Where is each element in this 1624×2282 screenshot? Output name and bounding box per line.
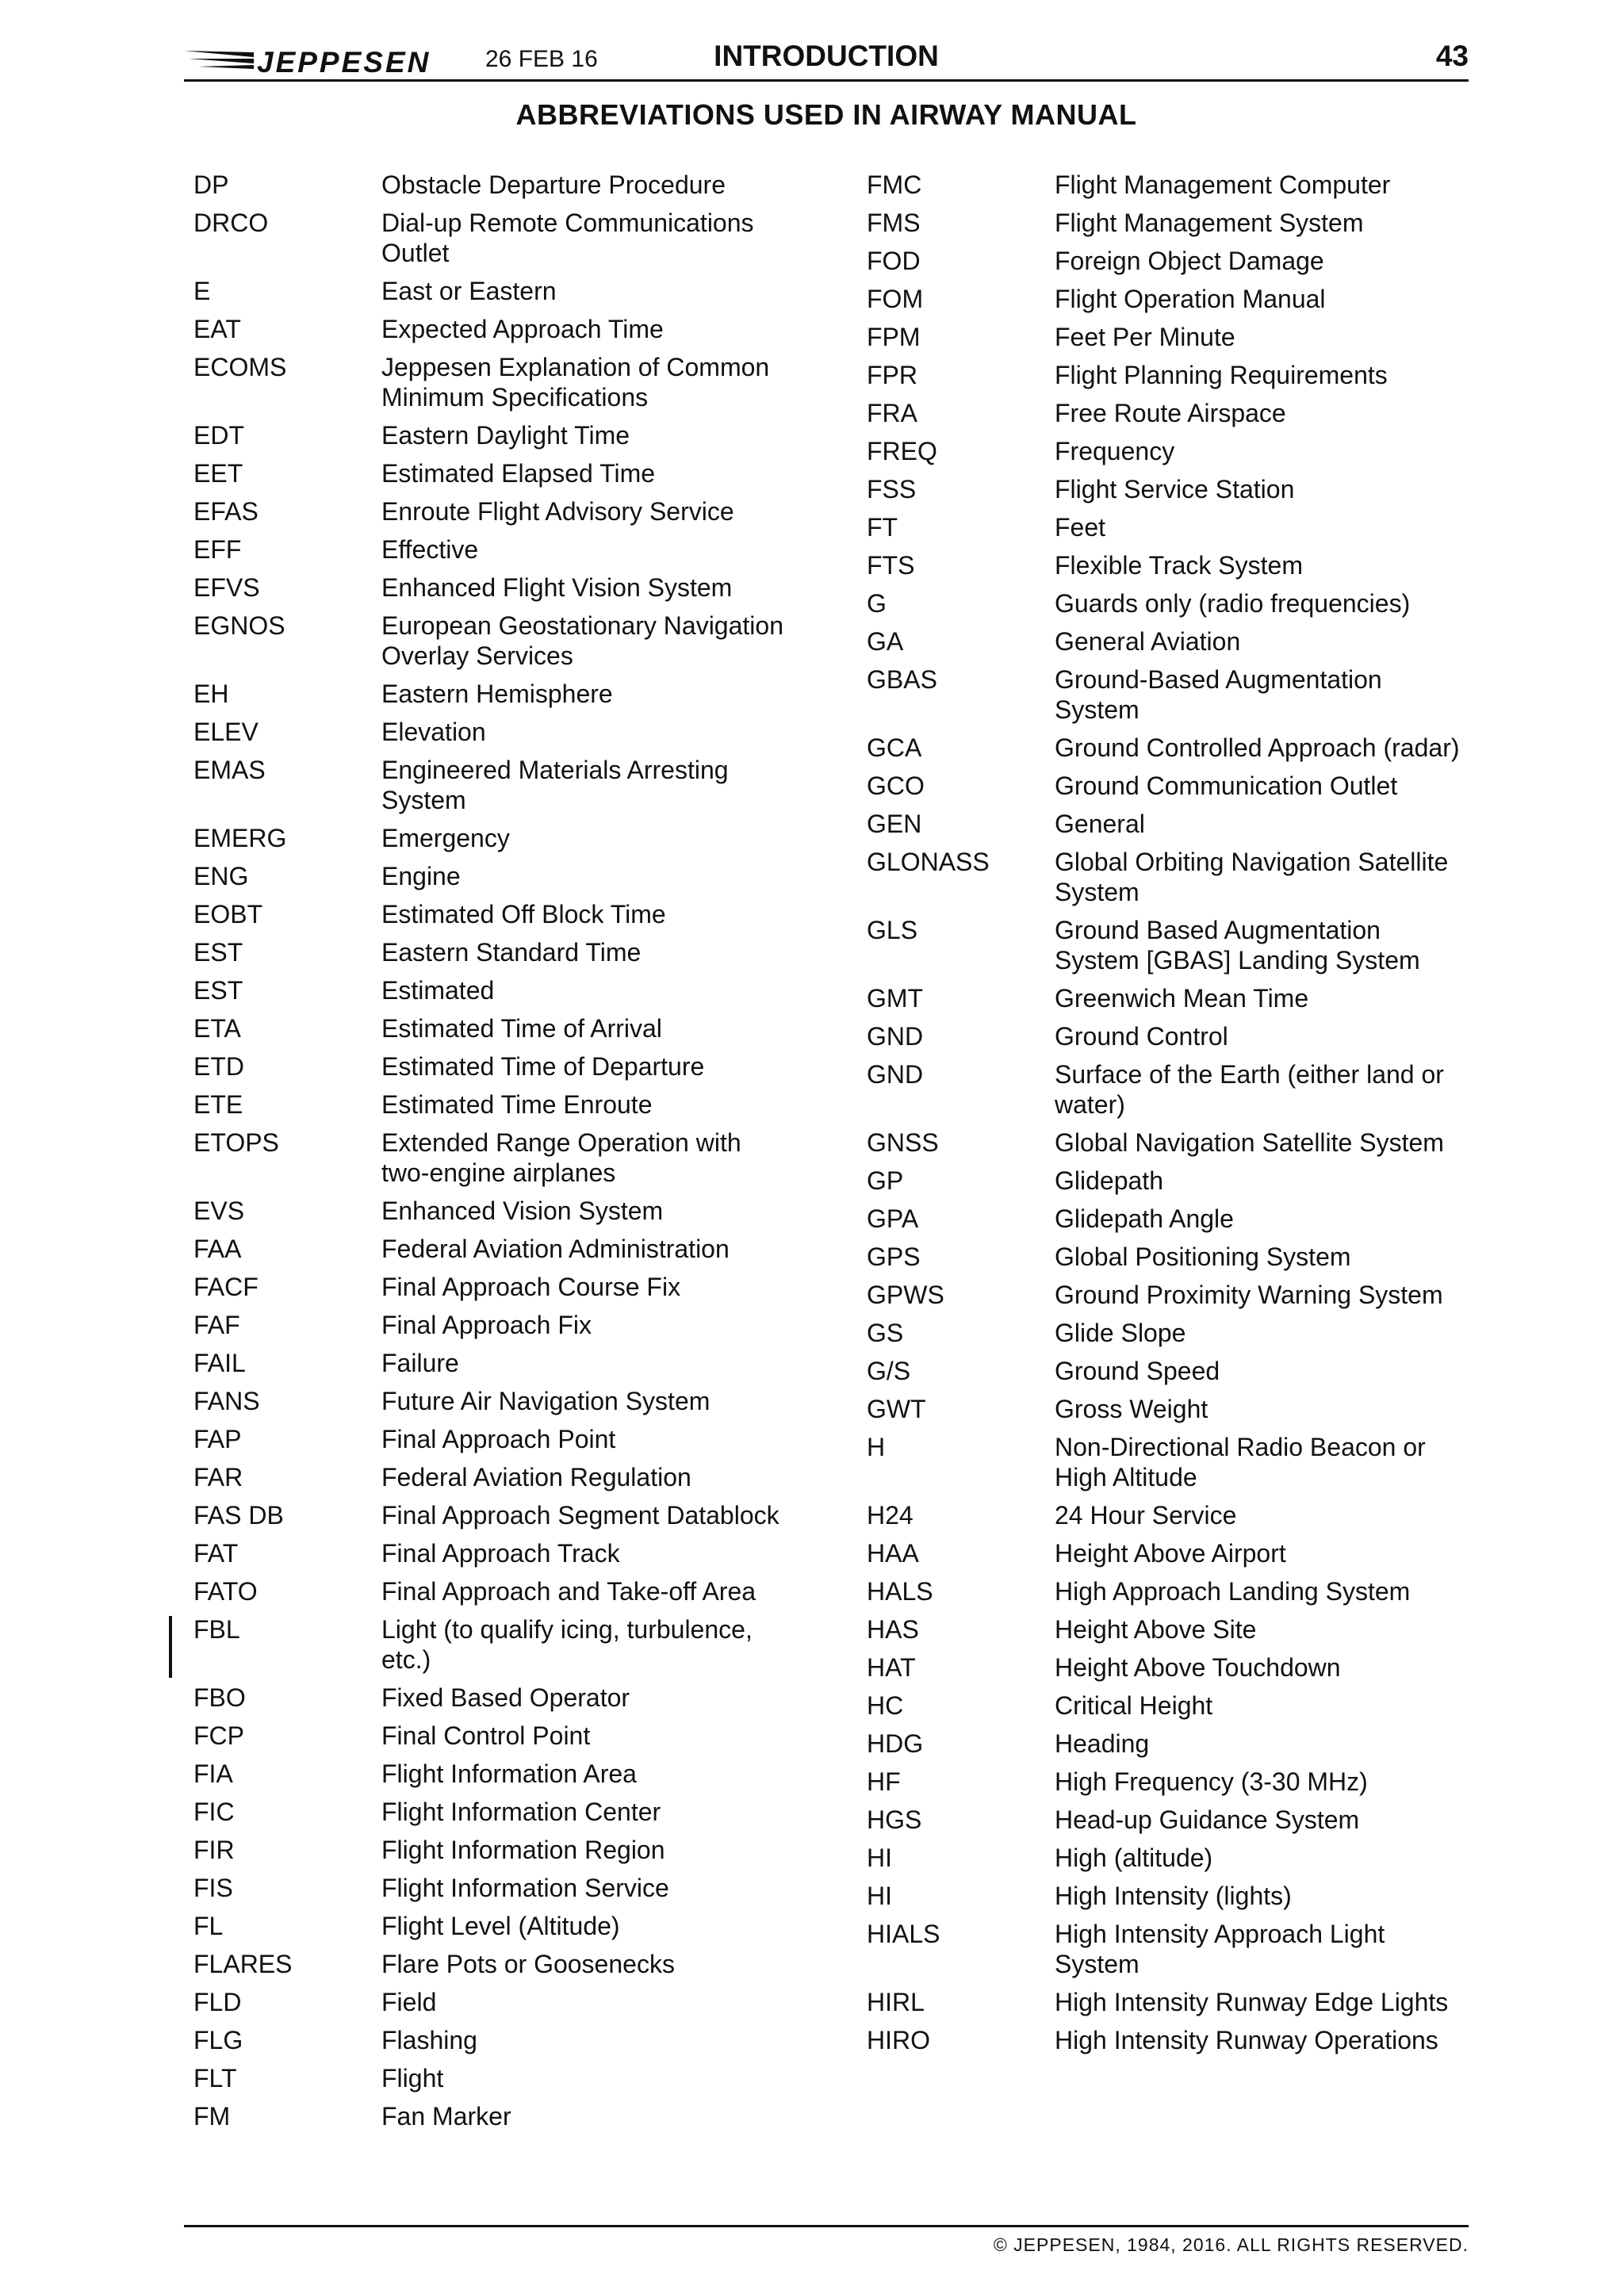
abbreviation-term: GPWS <box>867 1281 944 1309</box>
abbreviation-term: EOBT <box>193 900 263 928</box>
brand-name: JEPPESEN <box>257 46 431 78</box>
abbreviation-meaning: Elevation <box>381 718 486 746</box>
abbreviation-term: HC <box>867 1691 904 1720</box>
abbreviation-meaning: Flight Operation Manual <box>1055 285 1326 313</box>
abbreviation-row <box>193 1051 804 1082</box>
abbreviation-row <box>193 496 804 526</box>
revision-date: 26 FEB 16 <box>485 46 598 72</box>
abbreviation-row <box>193 572 804 603</box>
abbreviation-meaning: Global Navigation Satellite System <box>1055 1128 1444 1157</box>
abbreviation-row <box>193 1500 804 1530</box>
abbreviation-meaning: Flight <box>381 2064 444 2092</box>
abbreviation-term: GP <box>867 1166 904 1195</box>
abbreviation-term: FANS <box>193 1387 260 1415</box>
abbreviation-meaning: European Geostationary Navigation Overlay Services <box>381 611 783 670</box>
abbreviation-row <box>193 899 804 929</box>
abbreviation-row <box>193 2101 804 2131</box>
abbreviation-meaning: Eastern Hemisphere <box>381 680 613 708</box>
abbreviation-row <box>867 771 1477 801</box>
abbreviation-term: GNSS <box>867 1128 939 1157</box>
abbreviation-term: EVS <box>193 1197 245 1225</box>
footer-divider <box>184 2225 1469 2227</box>
abbreviation-term: GBAS <box>867 665 937 694</box>
abbreviation-meaning: Free Route Airspace <box>1055 399 1286 427</box>
abbreviation-term: GWT <box>867 1395 926 1423</box>
abbreviation-meaning: Ground Based Augmentation System [GBAS] Landing System <box>1055 916 1420 974</box>
abbreviation-term: EDT <box>193 421 244 450</box>
abbreviation-term: FBL <box>193 1615 240 1644</box>
abbreviation-term: FAF <box>193 1311 240 1339</box>
abbreviation-term: E <box>193 277 211 305</box>
section-title: INTRODUCTION <box>714 40 939 72</box>
abbreviation-meaning: Ground Speed <box>1055 1357 1220 1385</box>
abbreviation-meaning: Fixed Based Operator <box>381 1683 630 1712</box>
abbreviation-term: FAT <box>193 1539 239 1568</box>
abbreviation-row <box>867 1128 1477 1158</box>
abbreviation-term: FOM <box>867 285 924 313</box>
abbreviation-row <box>867 983 1477 1013</box>
abbreviation-meaning: East or Eastern <box>381 277 557 305</box>
abbreviation-term: EFAS <box>193 497 259 526</box>
abbreviation-meaning: Estimated Off Block Time <box>381 900 666 928</box>
abbreviation-row <box>193 1386 804 1416</box>
abbreviation-meaning: Estimated Time of Arrival <box>381 1014 662 1043</box>
abbreviation-meaning: Estimated Time Enroute <box>381 1090 653 1119</box>
abbreviation-list-right <box>867 170 1477 2063</box>
page-title: ABBREVIATIONS USED IN AIRWAY MANUAL <box>515 98 1137 131</box>
abbreviation-row <box>867 1729 1477 1759</box>
abbreviation-meaning: Height Above Touchdown <box>1055 1653 1341 1682</box>
abbreviation-row <box>193 534 804 565</box>
abbreviation-term: DP <box>193 170 229 199</box>
abbreviation-term: HGS <box>867 1805 922 1834</box>
abbreviation-meaning: Dial-up Remote Communications Outlet <box>381 209 754 267</box>
header-divider <box>184 79 1469 82</box>
abbreviation-meaning: Enhanced Flight Vision System <box>381 573 733 602</box>
abbreviation-row <box>193 2063 804 2093</box>
abbreviation-meaning: Frequency <box>1055 437 1175 465</box>
abbreviation-row <box>867 1356 1477 1386</box>
abbreviation-row <box>867 550 1477 580</box>
abbreviation-term: FOD <box>867 247 921 275</box>
abbreviation-row <box>867 733 1477 763</box>
abbreviation-row <box>867 1432 1477 1492</box>
abbreviation-term: GPS <box>867 1242 921 1271</box>
abbreviation-row <box>193 1987 804 2017</box>
abbreviation-row <box>193 1835 804 1865</box>
abbreviation-term: FAA <box>193 1235 242 1263</box>
abbreviation-row <box>867 1767 1477 1797</box>
abbreviation-term: G <box>867 589 887 618</box>
abbreviation-row <box>193 1576 804 1606</box>
abbreviation-meaning: Failure <box>381 1349 459 1377</box>
abbreviation-row <box>867 1614 1477 1644</box>
abbreviation-row <box>867 1652 1477 1683</box>
abbreviation-term: EET <box>193 459 243 488</box>
abbreviation-row <box>867 1805 1477 1835</box>
abbreviation-meaning: Enroute Flight Advisory Service <box>381 497 734 526</box>
abbreviation-term: HAT <box>867 1653 916 1682</box>
abbreviation-meaning: Height Above Airport <box>1055 1539 1286 1568</box>
abbreviation-row <box>867 1576 1477 1606</box>
abbreviation-term: GND <box>867 1022 924 1051</box>
abbreviation-list-left <box>193 170 804 2139</box>
abbreviation-meaning: Feet <box>1055 513 1106 542</box>
abbreviation-term: FATO <box>193 1577 258 1606</box>
abbreviation-meaning: Ground Control <box>1055 1022 1228 1051</box>
abbreviation-row <box>867 809 1477 839</box>
abbreviation-term: GLONASS <box>867 848 990 876</box>
abbreviation-meaning: Flight Information Area <box>381 1759 637 1788</box>
abbreviation-meaning: Flexible Track System <box>1055 551 1303 580</box>
abbreviation-term: ETD <box>193 1052 244 1081</box>
abbreviation-row <box>193 611 804 671</box>
abbreviation-row <box>193 1128 804 1188</box>
abbreviation-row <box>193 975 804 1005</box>
abbreviation-row <box>193 1538 804 1568</box>
abbreviation-meaning: General Aviation <box>1055 627 1241 656</box>
abbreviation-row <box>867 436 1477 466</box>
abbreviation-meaning: Final Approach Fix <box>381 1311 592 1339</box>
abbreviation-row <box>867 1538 1477 1568</box>
abbreviation-row <box>867 1059 1477 1120</box>
abbreviation-term: ETOPS <box>193 1128 279 1157</box>
abbreviation-term: FBO <box>193 1683 246 1712</box>
abbreviation-row <box>193 679 804 709</box>
abbreviation-row <box>867 1881 1477 1911</box>
abbreviation-meaning: Final Approach Point <box>381 1425 616 1453</box>
abbreviation-meaning: Heading <box>1055 1729 1150 1758</box>
abbreviation-term: HIRL <box>867 1988 925 2016</box>
abbreviation-term: EGNOS <box>193 611 285 640</box>
abbreviation-term: FACF <box>193 1273 259 1301</box>
abbreviation-term: ETA <box>193 1014 241 1043</box>
abbreviation-term: FPR <box>867 361 917 389</box>
abbreviation-term: FSS <box>867 475 917 503</box>
abbreviation-term: FLARES <box>193 1950 293 1978</box>
abbreviation-term: FL <box>193 1912 224 1940</box>
abbreviation-row <box>193 755 804 815</box>
abbreviation-term: HDG <box>867 1729 924 1758</box>
abbreviation-term: EH <box>193 680 229 708</box>
abbreviation-term: GA <box>867 627 904 656</box>
abbreviation-meaning: Eastern Standard Time <box>381 938 642 967</box>
abbreviation-row <box>867 474 1477 504</box>
abbreviation-row <box>193 420 804 450</box>
abbreviation-meaning: Flight Information Service <box>381 1874 669 1902</box>
abbreviation-meaning: Eastern Daylight Time <box>381 421 630 450</box>
abbreviation-term: HAA <box>867 1539 919 1568</box>
abbreviation-row <box>193 1911 804 1941</box>
abbreviation-term: HI <box>867 1882 892 1910</box>
abbreviation-row <box>867 626 1477 657</box>
abbreviation-term: GS <box>867 1319 904 1347</box>
abbreviation-term: ENG <box>193 862 249 890</box>
abbreviation-meaning: General <box>1055 810 1145 838</box>
abbreviation-meaning: Global Positioning System <box>1055 1242 1351 1271</box>
abbreviation-term: HIRO <box>867 2026 930 2054</box>
abbreviation-term: GLS <box>867 916 918 944</box>
abbreviation-row <box>193 458 804 488</box>
abbreviation-row <box>867 512 1477 542</box>
abbreviation-row <box>867 1987 1477 2017</box>
abbreviation-meaning: Final Approach and Take-off Area <box>381 1577 756 1606</box>
abbreviation-meaning: Foreign Object Damage <box>1055 247 1324 275</box>
abbreviation-meaning: High Intensity Runway Edge Lights <box>1055 1988 1449 2016</box>
abbreviation-term: HAS <box>867 1615 919 1644</box>
abbreviation-meaning: Estimated <box>381 976 495 1005</box>
abbreviation-meaning: Field <box>381 1988 437 2016</box>
abbreviation-row <box>867 1021 1477 1051</box>
abbreviation-term: GPA <box>867 1204 919 1233</box>
abbreviation-row <box>867 170 1477 200</box>
abbreviation-row <box>867 1204 1477 1234</box>
abbreviation-term: FIR <box>193 1836 235 1864</box>
abbreviation-term: EMERG <box>193 824 287 852</box>
abbreviation-meaning: High Intensity Runway Operations <box>1055 2026 1438 2054</box>
abbreviation-meaning: Guards only (radio frequencies) <box>1055 589 1411 618</box>
abbreviation-row <box>867 208 1477 238</box>
abbreviation-meaning: Emergency <box>381 824 510 852</box>
abbreviation-meaning: Flight Management Computer <box>1055 170 1391 199</box>
abbreviation-term: GEN <box>867 810 922 838</box>
abbreviation-meaning: Ground Communication Outlet <box>1055 772 1398 800</box>
abbreviation-term: EST <box>193 976 243 1005</box>
abbreviation-row <box>867 360 1477 390</box>
abbreviation-meaning: Expected Approach Time <box>381 315 664 343</box>
abbreviation-row <box>193 861 804 891</box>
abbreviation-meaning: Enhanced Vision System <box>381 1197 664 1225</box>
abbreviation-term: FLT <box>193 2064 237 2092</box>
abbreviation-term: HIALS <box>867 1920 940 1948</box>
abbreviation-meaning: Greenwich Mean Time <box>1055 984 1309 1013</box>
abbreviation-row <box>193 1759 804 1789</box>
abbreviation-meaning: Final Approach Course Fix <box>381 1273 681 1301</box>
abbreviation-meaning: Final Approach Track <box>381 1539 620 1568</box>
abbreviation-meaning: Feet Per Minute <box>1055 323 1235 351</box>
abbreviation-term: HALS <box>867 1577 933 1606</box>
abbreviation-row <box>193 208 804 268</box>
abbreviation-row <box>193 352 804 412</box>
abbreviation-meaning: Light (to qualify icing, turbulence, etc.) <box>381 1615 753 1674</box>
abbreviation-row <box>193 276 804 306</box>
abbreviation-row <box>867 1280 1477 1310</box>
abbreviation-term: EFVS <box>193 573 260 602</box>
abbreviation-meaning: Engine <box>381 862 461 890</box>
abbreviation-row <box>867 915 1477 975</box>
abbreviation-term: EFF <box>193 535 242 564</box>
abbreviation-term: FLD <box>193 1988 242 2016</box>
abbreviation-term: FMC <box>867 170 922 199</box>
abbreviation-term: ELEV <box>193 718 259 746</box>
abbreviation-term: FAP <box>193 1425 242 1453</box>
page-header <box>184 35 1469 79</box>
abbreviation-row <box>193 1089 804 1120</box>
abbreviation-meaning: Estimated Elapsed Time <box>381 459 656 488</box>
abbreviation-row <box>867 1843 1477 1873</box>
abbreviation-meaning: Federal Aviation Regulation <box>381 1463 691 1491</box>
abbreviation-meaning: Estimated Time of Departure <box>381 1052 705 1081</box>
abbreviation-row <box>193 1234 804 1264</box>
abbreviation-meaning: Head-up Guidance System <box>1055 1805 1360 1834</box>
abbreviation-meaning: Glide Slope <box>1055 1319 1186 1347</box>
abbreviation-row <box>193 314 804 344</box>
abbreviation-meaning: Extended Range Operation with two-engine airplanes <box>381 1128 741 1187</box>
abbreviation-meaning: Surface of the Earth (either land or water) <box>1055 1060 1444 1119</box>
abbreviation-meaning: High Intensity Approach Light System <box>1055 1920 1385 1978</box>
abbreviation-row <box>193 1272 804 1302</box>
abbreviation-row <box>867 847 1477 907</box>
abbreviation-meaning: Jeppesen Explanation of Common Minimum Specifications <box>381 353 770 412</box>
abbreviation-term: FM <box>193 2102 231 2131</box>
abbreviation-meaning: Ground Proximity Warning System <box>1055 1281 1443 1309</box>
abbreviation-row <box>193 1196 804 1226</box>
abbreviation-row <box>867 1394 1477 1424</box>
abbreviation-term: FPM <box>867 323 921 351</box>
abbreviation-meaning: Non-Directional Radio Beacon or High Altitude <box>1055 1433 1426 1491</box>
abbreviation-meaning: Flight Management System <box>1055 209 1364 237</box>
abbreviation-meaning: High Intensity (lights) <box>1055 1882 1292 1910</box>
abbreviation-row <box>867 1318 1477 1348</box>
abbreviation-meaning: Critical Height <box>1055 1691 1213 1720</box>
abbreviation-term: GCO <box>867 772 925 800</box>
abbreviation-term: FIA <box>193 1759 233 1788</box>
abbreviation-row <box>193 1683 804 1713</box>
abbreviation-term: EAT <box>193 315 241 343</box>
abbreviation-term: FMS <box>867 209 921 237</box>
abbreviation-term: FCP <box>193 1721 244 1750</box>
abbreviation-row <box>193 1348 804 1378</box>
abbreviation-row <box>193 823 804 853</box>
abbreviation-term: HI <box>867 1844 892 1872</box>
abbreviation-meaning: High Approach Landing System <box>1055 1577 1411 1606</box>
abbreviation-meaning: Flight Service Station <box>1055 475 1295 503</box>
abbreviation-meaning: Glidepath Angle <box>1055 1204 1234 1233</box>
abbreviation-row <box>193 937 804 967</box>
abbreviation-row <box>867 1242 1477 1272</box>
abbreviation-term: FREQ <box>867 437 937 465</box>
abbreviation-term: H <box>867 1433 886 1461</box>
abbreviation-term: DRCO <box>193 209 269 237</box>
abbreviation-row <box>193 1013 804 1043</box>
abbreviation-row <box>867 588 1477 618</box>
abbreviation-term: FIS <box>193 1874 233 1902</box>
abbreviation-row <box>193 1310 804 1340</box>
abbreviation-term: FAS DB <box>193 1501 284 1530</box>
abbreviation-row <box>867 1500 1477 1530</box>
abbreviation-term: G/S <box>867 1357 911 1385</box>
abbreviation-term: FLG <box>193 2026 243 2054</box>
abbreviation-term: FAIL <box>193 1349 246 1377</box>
abbreviation-term: EMAS <box>193 756 266 784</box>
copyright-notice: © JEPPESEN, 1984, 2016. ALL RIGHTS RESERVED. <box>993 2234 1469 2255</box>
abbreviation-term: GCA <box>867 733 922 762</box>
abbreviation-meaning: Gross Weight <box>1055 1395 1208 1423</box>
abbreviation-meaning: Ground Controlled Approach (radar) <box>1055 733 1460 762</box>
abbreviation-row <box>193 1797 804 1827</box>
abbreviation-term: FAR <box>193 1463 243 1491</box>
abbreviation-meaning: Engineered Materials Arresting System <box>381 756 729 814</box>
abbreviation-row <box>193 2025 804 2055</box>
abbreviation-meaning: High (altitude) <box>1055 1844 1213 1872</box>
abbreviation-row <box>193 1614 804 1675</box>
abbreviation-term: GND <box>867 1060 924 1089</box>
abbreviation-meaning: Ground-Based Augmentation System <box>1055 665 1382 724</box>
abbreviation-meaning: Obstacle Departure Procedure <box>381 170 726 199</box>
abbreviation-term: FIC <box>193 1798 235 1826</box>
abbreviation-term: FRA <box>867 399 917 427</box>
abbreviation-row <box>867 1919 1477 1979</box>
abbreviation-row <box>867 1690 1477 1721</box>
abbreviation-meaning: Flight Planning Requirements <box>1055 361 1388 389</box>
abbreviation-meaning: Effective <box>381 535 479 564</box>
abbreviation-row <box>867 398 1477 428</box>
abbreviation-row <box>193 1721 804 1751</box>
abbreviation-meaning: Flight Information Region <box>381 1836 665 1864</box>
abbreviation-term: H24 <box>867 1501 914 1530</box>
abbreviation-meaning: Flight Information Center <box>381 1798 661 1826</box>
abbreviation-term: ECOMS <box>193 353 287 381</box>
abbreviation-meaning: High Frequency (3-30 MHz) <box>1055 1767 1368 1796</box>
abbreviation-meaning: 24 Hour Service <box>1055 1501 1237 1530</box>
abbreviation-row <box>867 246 1477 276</box>
abbreviation-meaning: Future Air Navigation System <box>381 1387 710 1415</box>
abbreviation-row <box>193 1949 804 1979</box>
abbreviation-row <box>193 717 804 747</box>
abbreviation-meaning: Federal Aviation Administration <box>381 1235 730 1263</box>
abbreviation-meaning: Fan Marker <box>381 2102 511 2131</box>
abbreviation-row <box>867 1166 1477 1196</box>
abbreviation-meaning: Global Orbiting Navigation Satellite System <box>1055 848 1449 906</box>
abbreviation-row <box>193 170 804 200</box>
abbreviation-term: FT <box>867 513 898 542</box>
abbreviation-meaning: Flare Pots or Goosenecks <box>381 1950 675 1978</box>
abbreviation-meaning: Flashing <box>381 2026 477 2054</box>
abbreviation-row <box>867 322 1477 352</box>
abbreviation-meaning: Glidepath <box>1055 1166 1163 1195</box>
abbreviation-term: EST <box>193 938 243 967</box>
abbreviation-row <box>193 1424 804 1454</box>
abbreviation-term: HF <box>867 1767 901 1796</box>
page-number: 43 <box>1435 40 1469 72</box>
abbreviation-row <box>193 1873 804 1903</box>
abbreviation-meaning: Final Approach Segment Datablock <box>381 1501 779 1530</box>
abbreviation-row <box>193 1462 804 1492</box>
abbreviation-row <box>867 284 1477 314</box>
abbreviation-term: ETE <box>193 1090 243 1119</box>
abbreviation-meaning: Flight Level (Altitude) <box>381 1912 620 1940</box>
abbreviation-term: FTS <box>867 551 915 580</box>
abbreviation-meaning: Height Above Site <box>1055 1615 1257 1644</box>
abbreviation-term: GMT <box>867 984 924 1013</box>
abbreviation-row <box>867 2025 1477 2055</box>
abbreviation-row <box>867 664 1477 725</box>
revision-change-bar <box>169 1616 172 1678</box>
abbreviation-meaning: Final Control Point <box>381 1721 591 1750</box>
